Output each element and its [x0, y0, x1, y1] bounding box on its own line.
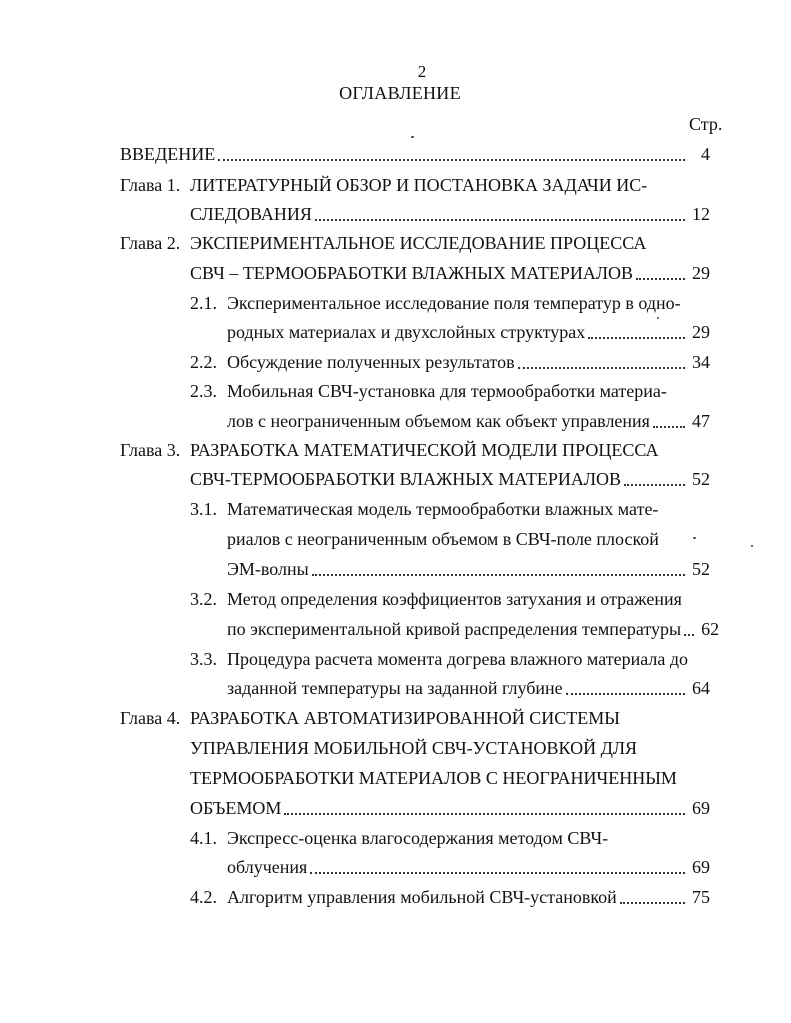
section-title-line: Алгоритм управления мобильной СВЧ-установкой [227, 887, 617, 907]
section-title-line: лов с неограниченным объемом как объект управления [227, 411, 650, 431]
chapter-title-line[interactable]: РАЗРАБОТКА МАТЕМАТИЧЕСКОЙ МОДЕЛИ ПРОЦЕССА [190, 440, 659, 460]
chapter-title-line[interactable]: РАЗРАБОТКА АВТОМАТИЗИРОВАННОЙ СИСТЕМЫ [190, 708, 620, 728]
scan-speck [411, 136, 414, 138]
section-number: 3.1. [190, 499, 217, 519]
toc-entry-ch4[interactable] [190, 795, 710, 821]
section-number: 3.3. [190, 649, 217, 669]
chapter-title-line: СВЧ-ТЕРМООБРАБОТКИ ВЛАЖНЫХ МАТЕРИАЛОВ [190, 469, 622, 489]
toc-entry-3-3[interactable] [227, 675, 710, 701]
section-title-line: облучения [227, 857, 308, 877]
section-title-line[interactable]: Метод определения коэффициентов затухания и отражения [227, 589, 682, 609]
toc-entry-2-2[interactable] [227, 349, 710, 375]
section-title-line[interactable]: риалов с неограниченным объемом в СВЧ-поле плоской [227, 529, 659, 549]
chapter-label: Глава 1. [120, 175, 181, 195]
section-number: 3.2. [190, 589, 217, 609]
section-number: 2.1. [190, 293, 217, 313]
dot-leader [312, 574, 685, 576]
toc-entry-text: ВВЕДЕНИЕ [120, 144, 216, 164]
toc-page-number: 52 [692, 469, 710, 489]
toc-page-number: 62 [701, 619, 720, 639]
dot-leader [566, 693, 685, 695]
toc-entry-ch2[interactable] [190, 260, 710, 286]
dot-leader [624, 484, 685, 486]
chapter-title-line[interactable]: УПРАВЛЕНИЯ МОБИЛЬНОЙ СВЧ-УСТАНОВКОЙ ДЛЯ [190, 738, 638, 758]
dot-leader [653, 426, 685, 428]
toc-entry-2-1[interactable] [227, 319, 710, 345]
toc-entry-4-2[interactable] [227, 884, 710, 910]
section-title-line: родных материалах и двухслойных структурах [227, 322, 586, 342]
section-title-line[interactable]: Мобильная СВЧ-установка для термообработки материа- [227, 381, 667, 401]
dot-leader [310, 872, 685, 874]
page-column-label: Стр. [689, 114, 723, 134]
chapter-title-line[interactable]: ЭКСПЕРИМЕНТАЛЬНОЕ ИССЛЕДОВАНИЕ ПРОЦЕССА [190, 233, 647, 253]
section-title-line[interactable]: Математическая модель термообработки влажных мате- [227, 499, 659, 519]
section-number: 2.2. [190, 352, 217, 372]
section-title-line[interactable]: Процедура расчета момента догрева влажного материала до [227, 649, 688, 669]
toc-page-number: 69 [692, 798, 710, 818]
chapter-title-line: СЛЕДОВАНИЯ [190, 204, 312, 224]
page-number: 2 [417, 62, 427, 81]
toc-entry-4-1[interactable] [227, 854, 710, 880]
toc-entry-3-2[interactable] [227, 616, 720, 642]
section-number: 4.1. [190, 828, 217, 848]
toc-page-number: 4 [701, 144, 710, 164]
chapter-title-line[interactable]: ТЕРМООБРАБОТКИ МАТЕРИАЛОВ С НЕОГРАНИЧЕННЫМ [190, 768, 677, 788]
section-title-line: ЭМ-волны [227, 559, 309, 579]
dot-leader [518, 367, 685, 369]
toc-page-number: 12 [692, 204, 710, 224]
section-title-line[interactable]: Экспресс-оценка влагосодержания методом СВЧ- [227, 828, 609, 848]
toc-page-number: 64 [692, 678, 710, 698]
scan-speck [751, 545, 753, 547]
toc-page-number: 52 [692, 559, 710, 579]
dot-leader [315, 219, 685, 221]
toc-entry-intro[interactable] [120, 141, 710, 167]
dot-leader [218, 159, 685, 161]
chapter-label: Глава 2. [120, 233, 181, 253]
section-number: 2.3. [190, 381, 217, 401]
chapter-label: Глава 4. [120, 708, 181, 728]
dot-leader [684, 634, 694, 636]
dot-leader [636, 278, 685, 280]
scan-speck [693, 537, 696, 539]
toc-entry-ch1[interactable] [190, 201, 710, 227]
dot-leader [588, 337, 685, 339]
chapter-title-line: ОБЪЕМОМ [190, 798, 282, 818]
toc-entry-ch3[interactable] [190, 466, 710, 492]
toc-page-number: 75 [692, 887, 710, 907]
toc-page-number: 29 [692, 322, 710, 342]
section-title-line: заданной температуры на заданной глубине [227, 678, 563, 698]
section-title-line[interactable]: Экспериментальное исследование поля температур в одно- [227, 293, 681, 313]
chapter-label: Глава 3. [120, 440, 181, 460]
dot-leader [620, 902, 685, 904]
toc-page-number: 29 [692, 263, 710, 283]
section-title-line: Обсуждение полученных результатов [227, 352, 515, 372]
toc-entry-2-3[interactable] [227, 408, 710, 434]
section-number: 4.2. [190, 887, 217, 907]
toc-page-number: 47 [692, 411, 710, 431]
chapter-title-line[interactable]: ЛИТЕРАТУРНЫЙ ОБЗОР И ПОСТАНОВКА ЗАДАЧИ ИС- [190, 175, 648, 195]
toc-entry-3-1[interactable] [227, 556, 710, 582]
toc-page-number: 69 [692, 857, 710, 877]
section-title-line: по экспериментальной кривой распределения температуры [227, 619, 682, 639]
toc-page-number: 34 [692, 352, 710, 372]
chapter-title-line: СВЧ – ТЕРМООБРАБОТКИ ВЛАЖНЫХ МАТЕРИАЛОВ [190, 263, 634, 283]
page-title: ОГЛАВЛЕНИЕ [339, 83, 461, 103]
dot-leader [284, 813, 685, 815]
